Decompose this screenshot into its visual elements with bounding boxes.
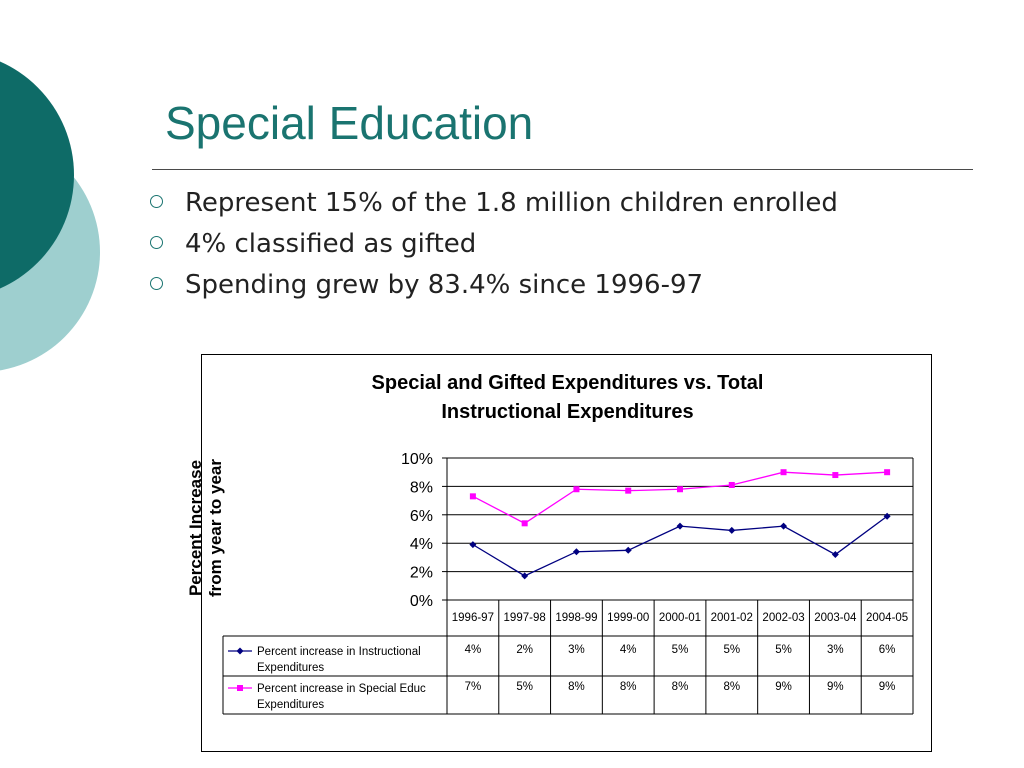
y-axis-label-line-2: from year to year (206, 459, 225, 597)
y-tick-label: 8% (409, 479, 433, 497)
bullet-text: Spending grew by 83.4% since 1996-97 (185, 270, 704, 300)
bullet-circle-icon (150, 236, 163, 249)
bullet-text: 4% classified as gifted (185, 229, 477, 259)
bullet-item (150, 266, 838, 307)
table-cell-value: 8% (723, 681, 741, 693)
y-tick-label: 2% (409, 564, 433, 582)
y-axis-label-line-1: Percent Increase (186, 459, 205, 597)
table-cell-value: 8% (671, 681, 689, 693)
x-category-label: 2002-03 (762, 612, 805, 624)
title-divider (152, 169, 973, 170)
x-category-label: 1997-98 (503, 612, 546, 624)
bullet-circle-icon (150, 277, 163, 290)
y-tick-label: 10% (400, 451, 433, 468)
x-category-label: 2000-01 (658, 612, 702, 624)
bullet-text: Represent 15% of the 1.8 million children enrolled (185, 188, 838, 218)
x-category-label: 1998-99 (555, 612, 598, 624)
table-cell-value: 3% (568, 644, 585, 656)
table-cell-value: 6% (878, 644, 896, 656)
bullet-circle-icon (150, 195, 163, 208)
table-cell-value: 5% (723, 644, 741, 656)
table-cell-value: 9% (827, 681, 844, 693)
table-cell-value: 2% (516, 644, 533, 656)
slide-title: Special Education (165, 97, 534, 149)
table-cell-value: 3% (827, 644, 844, 656)
x-category-label: 2004-05 (865, 612, 909, 624)
table-cell-value: 9% (878, 681, 896, 693)
bullet-item (150, 225, 838, 266)
bullet-list (150, 184, 838, 307)
x-category-label: 1999-00 (607, 612, 650, 624)
x-category-label: 2001-02 (710, 612, 753, 624)
chart-title-line-2: Instructional Expenditures (441, 401, 694, 423)
y-tick-label: 6% (409, 507, 433, 525)
y-tick-label: 0% (409, 593, 433, 610)
table-cell-value: 5% (775, 644, 792, 656)
table-cell-value: 8% (568, 681, 585, 693)
chart-title-line-1: Special and Gifted Expenditures vs. Total (371, 372, 764, 394)
legend-label: Percent increase in Special Educ Expenditures (257, 683, 426, 711)
y-axis-label (186, 443, 226, 613)
table-cell-value: 5% (516, 681, 533, 693)
table-cell-value: 4% (619, 644, 637, 656)
table-cell-value: 5% (671, 644, 689, 656)
y-tick-label: 4% (409, 536, 433, 554)
table-cell-value: 8% (619, 681, 637, 693)
decorative-circles (0, 0, 140, 420)
table-cell-value: 9% (775, 681, 792, 693)
legend-label: Percent increase in Instructional Expenditures (257, 646, 421, 674)
bullet-item (150, 184, 838, 225)
x-category-label: 2003-04 (814, 612, 857, 624)
table-cell-value: 7% (464, 681, 482, 693)
x-category-label: 1996-97 (451, 612, 494, 624)
table-cell-value: 4% (464, 644, 482, 656)
